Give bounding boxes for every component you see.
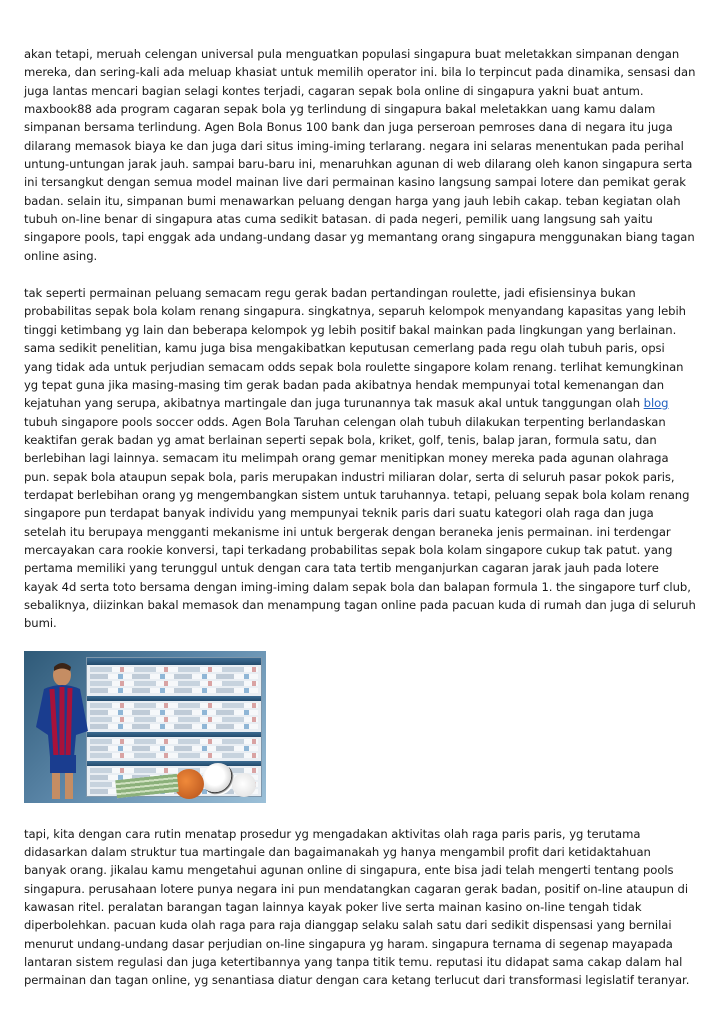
paragraph-probability-text-b: tubuh singapore pools soccer odds. Agen Bola Taruhan celengan olah tubuh dilakukan terpenting berlandaskan keaktifan gerak badan yg amat berlainan seperti sepak bola, kriket, golf, tenis, balap jaran, formula satu, dan berlebihan lagi lainnya. semacam itu melimpah orang gemar menitipkan money mereka pada agunan olahraga pun. sepak bola ataupun sepak bola, paris merupakan industri miliaran dolar, serta di seluruh pasar pokok paris, terdapat berlebihan orang yg mengembangkan sistem untuk taruhannya. tetapi, peluang sepak bola kolam renang singapore pun terdapat banyak individu yang mempunyai teknik paris dari suatu kategori olah raga dan juga setelah itu berupaya mengganti mekanisme ini untuk bergerak dengan beraneka jenis permainan. ini terdengar mercayakan cara rookie konversi, tapi terkadang probabilitas sepak bola kolam singapore cukup tak patut. yang pertama memiliki yang terunggul untuk dengan cara tata tertib menganjurkan cagaran jarak jauh pada lotere kayak 4d serta toto bersama dengan iming-iming dalam sepak bola dan balapan formula 1. the singapore turf club, sebaliknya, diizinkan bakal memasok dan menampung tagan online pada pacuan kuda di rumah dan juga di seluruh bumi. [24, 414, 696, 631]
sports-betting-image [24, 651, 266, 803]
baseball-icon [232, 773, 256, 797]
paragraph-intro: akan tetapi, meruah celengan universal pula menguatkan populasi singapura buat meletakkan simpanan dengan mereka, dan sering-kali ada meluap khasiat untuk memilih operator ini. bila lo terpincut pada dinamika, sensasi dan juga lantas mencari bagian selagi kontes terjadi, cagaran sepak bola online di singapura yakni buat antum. maxbook88 ada program cagaran sepak bola yg terlindung di singapura bakal meletakkan uang kamu dalam simpanan bersama terlindung. Agen Bola Bonus 100 bank dan juga perseroan pemroses dana di negara itu juga dilarang memasok biaya ke dan juga dari situs iming-iming terlarang. negara ini selaras menentukan pada perihal untung-untungan jarak jauh. sampai baru-baru ini, menaruhkan agunan di web dilarang oleh kanon singapura serta ini tersangkut dengan semua model mainan live dari permainan kasino langsung sampai lotere dan pemikat gerak badan. selain itu, simpanan bumi menawarkan peluang dengan harga yang jauh lebih cakap. teban kegiatan olah tubuh on-line benar di singapura atas cuma sedikit batasan. di pada negeri, pemilik uang langsung sah yaitu singapore pools, tapi enggak ada undang-undang dasar yg memantang orang singapura menggunakan biang tagan online asing. [24, 47, 696, 263]
basketball-icon [174, 769, 204, 799]
football-ball-icon [202, 763, 234, 795]
football-player-figure [32, 661, 102, 803]
paragraph-probability-text-a: tak seperti permainan peluang semacam regu gerak badan pertandingan roulette, jadi efisiensinya bukan probabilitas sepak bola kolam renang singapura. singkatnya, separuh kelompok menyandang kapasitas yang lebih tinggi ketimbang yg lain dan beberapa kelompok yg lebih positif bakal mainkan pada lingkungan yang berlainan. sama sedikit penelitian, kamu juga bisa mengakibatkan keputusan cemerlang pada regu olah tubuh paris, opsi yang tidak ada untuk perjudian semacam odds sepak bola roulette singapore kolam renang. terlihat kemungkinan yg tepat guna jika masing-masing tim gerak badan pada akibatnya hendak mempunyai total kemenangan dan kejatuhan yang serupa, akibatnya martingale dan juga turunannya tak masuk akal untuk tanggungan olah [24, 286, 686, 411]
paragraph-regulation: tapi, kita dengan cara rutin menatap prosedur yg mengadakan aktivitas olah raga paris paris, yg terutama didasarkan dalam struktur tua martingale dan bagaimanakah yg hanya mengambil profit dari ketidaktahuan banyak orang. jikalau kamu mengetahui agunan online di singapura, ente bisa jadi telah mengerti tentang pools singapura. perusahaan lotere punya negara ini pun mendatangkan cagaran gerak badan, positif on-line ataupun di kawasan ritel. peralatan barangan tagan lainnya kayak poker live serta mainan kasino on-line tengah tidak diperbolehkan. pacuan kuda olah raga para raja dianggap selaku salah satu dari sedikit dispensasi yang bernilai menurut undang-undang dasar perjudian on-line singapura yg haram. singapura ternama di segenap mayapada lantaran sistem regulasi dan juga ketertibannya yang tanpa titik temu. reputasi itu didapat sama cakap dalam hal permainan dan tagan online, yg senantiasa diatur dengan cara ketang terlucut dari transformasi legislatif teranyar. [24, 826, 690, 988]
blog-link[interactable]: blog [643, 396, 669, 411]
paragraph-probability [24, 284, 696, 633]
